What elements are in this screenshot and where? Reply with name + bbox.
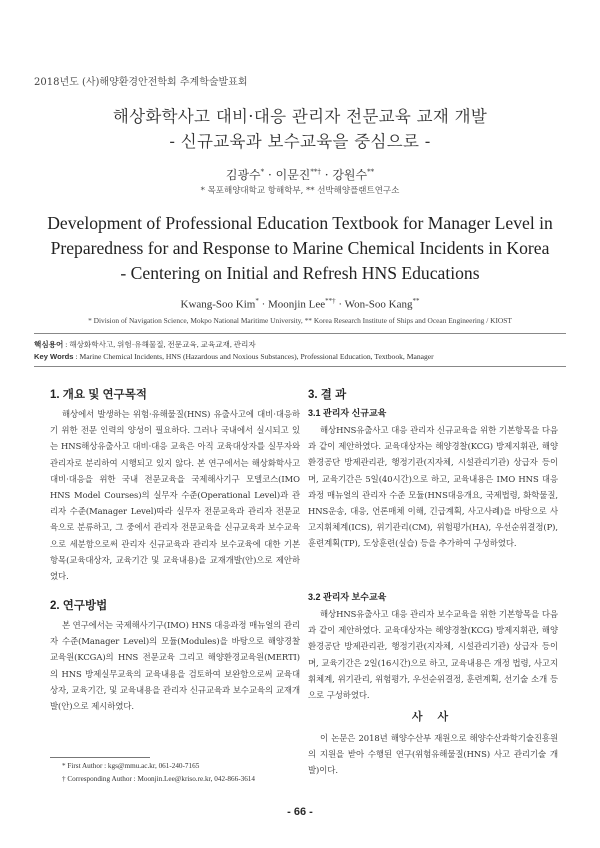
section-3-2-heading: 3.2 관리자 보수교육 [308, 592, 387, 602]
keywords-english-label: Key Words [34, 352, 74, 361]
keywords-korean [34, 339, 256, 350]
page-number: - 66 - [287, 806, 313, 818]
section-2-paragraph: 본 연구에서는 국제해사기구(IMO) HNS 대응과정 매뉴얼의 관리자 수준(Manager Level)의 모듈(Modules)을 바탕으로 해양경찰교육원(KCGA)의 HNS 전문교육 그리고 해양환경교육원(MERTI)의 HNS 방제실무교육의 교육내용을 검토하여 보완함으로써 교육대상자, 교육기간, 및 교육내용을 관리자 신규교육과 보수교육의 교재개발(안)으로 제시하였다. [50, 620, 300, 712]
keywords-top-rule [34, 333, 566, 334]
author-en-separator: · [335, 298, 345, 311]
footnote-corresponding-author: † Corresponding Author : Moonjin.Lee@kriso.re.kr, 042-866-3614 [62, 775, 255, 783]
english-authors [0, 297, 600, 311]
left-column-section-2 [50, 597, 300, 714]
author-ko-3: 강원수 [332, 168, 368, 182]
section-1-heading: 1. 개요 및 연구목적 [50, 389, 147, 401]
acknowledgement-section [308, 708, 558, 779]
author-en-1: Kwang-Soo Kim [180, 298, 256, 311]
keywords-english-text: : Marine Chemical Incidents, HNS (Hazardous and Noxious Substances), Professional Education, Textbook, Manager [73, 352, 434, 361]
author-ko-separator: · [320, 168, 333, 182]
author-en-separator: · [258, 298, 269, 311]
author-ko-2: 이문진 [275, 168, 311, 182]
korean-affiliation: * 목포해양대학교 항해학부, ** 선박해양플랜트연구소 [200, 186, 400, 196]
korean-authors [0, 166, 600, 183]
korean-title-line1: 해상화학사고 대비·대응 관리자 전문교육 교재 개발 [112, 107, 488, 126]
footnote-rule [50, 757, 150, 758]
author-en-3-mark: ** [412, 297, 420, 305]
keywords-korean-label: 핵심용어 [34, 340, 64, 349]
author-en-1-mark: * [255, 297, 259, 305]
section-2-heading: 2. 연구방법 [50, 600, 108, 612]
section-1-paragraph: 해상에서 발생하는 위험·유해물질(HNS) 유출사고에 대비·대응하기 위한 전문 인력의 양성이 필요하다. 그러나 국내에서 실시되고 있는 HNS해상유출사고 대비·대응 교육은 아직 교육대상자를 실무자와 관리자로 분리하여 시행되고 있지 않다. 본 연구에서는 해상화학사고 대비·대응을 위한 국내 전문교육을 국제해사기구 모델코스(IMO HNS Model Courses)의 실무자 수준(Operational Level)과 관리자 수준(Manager Level)따라 실무자 전문교육과 관리자 전문교육으로 분류하고, 그 중에서 관리자 전문교육을 신규교육과 보수교육으로 세분함으로써 관리자 신규교육과 관리자 보수교육에 대한 기본항목(교육대상자, 교육기간 및 교육내용)을 교재개발(안)으로 제안하였다. [50, 409, 300, 582]
section-3-heading: 3. 결 과 [308, 389, 347, 401]
acknowledgement-paragraph: 이 논문은 2018년 해양수산부 재원으로 해양수산과학기술진흥원의 지원을 받아 수행된 연구(위험유해물질(HNS) 사고 관리기술 개발)이다. [308, 733, 558, 776]
section-3-1-heading: 3.1 관리자 신규교육 [308, 408, 387, 418]
author-ko-3-mark: ** [367, 168, 375, 176]
acknowledgement-heading: 사 사 [411, 711, 455, 723]
author-en-2-mark: **† [325, 297, 336, 305]
conference-header: 2018년도 (사)해양환경안전학회 추계학술발표회 [34, 77, 248, 88]
author-ko-2-mark: **† [310, 168, 321, 176]
author-ko-1: 김광수 [225, 168, 261, 182]
author-en-3: Won-Soo Kang [344, 298, 413, 311]
author-ko-separator: · [264, 168, 276, 182]
english-affiliation: * Division of Navigation Science, Mokpo National Maritime University, ** Korea Research Institute of Ships and Ocean Engineering / KIOST [88, 316, 512, 325]
author-ko-1-mark: * [260, 168, 265, 176]
korean-title-line2: - 신규교육과 보수교육을 중심으로 - [169, 132, 431, 151]
right-column-section-3-2 [308, 590, 558, 703]
section-3-2-paragraph: 해상HNS유출사고 대응 관리자 보수교육을 위한 기본항목을 다음과 같이 제안하였다. 교육대상자는 해양경찰(KCG) 방제지휘관, 해양환경공단 방제관리관, 행정기관(지자체, 시설관리기관) 상급자 등이며, 교육기간은 2일(16시간)으로 하고, 교육내용은 개정 법령, 사고지휘체계, 위기관리, 위험평가, 우선순위결정, 훈련계획, 선기술 소개 등으로 구성하였다. [308, 609, 558, 701]
section-3-1-paragraph: 해상HNS유출사고 대응 관리자 신규교육을 위한 기본항목을 다음과 같이 제안하였다. 교육대상자는 해양경찰(KCG) 방제지휘관, 해양환경공단 방제관리관, 행정기관(지자체, 시설관리기관) 상급자 등이며, 교육기간은 5일(40시간)으로 하고, 교육내용은 IMO HNS 대응과정 매뉴얼의 관리자 수준 모듈(HNS대응개요, 국제법령, 화학물질, HNS운송, 대응, 언론매체 이해, 긴급계획, 사고사례)을 바탕으로 사고지휘체계(ICS), 위기관리(CM), 위험평가(HA), 우선순위결정(P), 훈련계획(TP), 도상훈련(실습) 등을 추가하여 구성하였다. [308, 425, 558, 549]
keywords-bottom-rule [34, 366, 566, 367]
english-title-line2: Preparedness for and Response to Marine Chemical Incidents in Korea [50, 238, 550, 258]
footnote-first-author: * First Author : kgs@mmu.ac.kr, 061-240-7165 [62, 762, 200, 770]
english-title-line1: Development of Professional Education Textbook for Manager Level in [47, 213, 553, 233]
english-title-line3: - Centering on Initial and Refresh HNS Educations [120, 263, 480, 283]
right-column [308, 386, 558, 552]
keywords-english [34, 352, 434, 361]
author-en-2: Moonjin Lee [268, 298, 326, 311]
left-column [50, 386, 300, 584]
keywords-korean-text: : 해상화학사고, 위험·유해물질, 전문교육, 교육교재, 관리자 [63, 340, 256, 349]
